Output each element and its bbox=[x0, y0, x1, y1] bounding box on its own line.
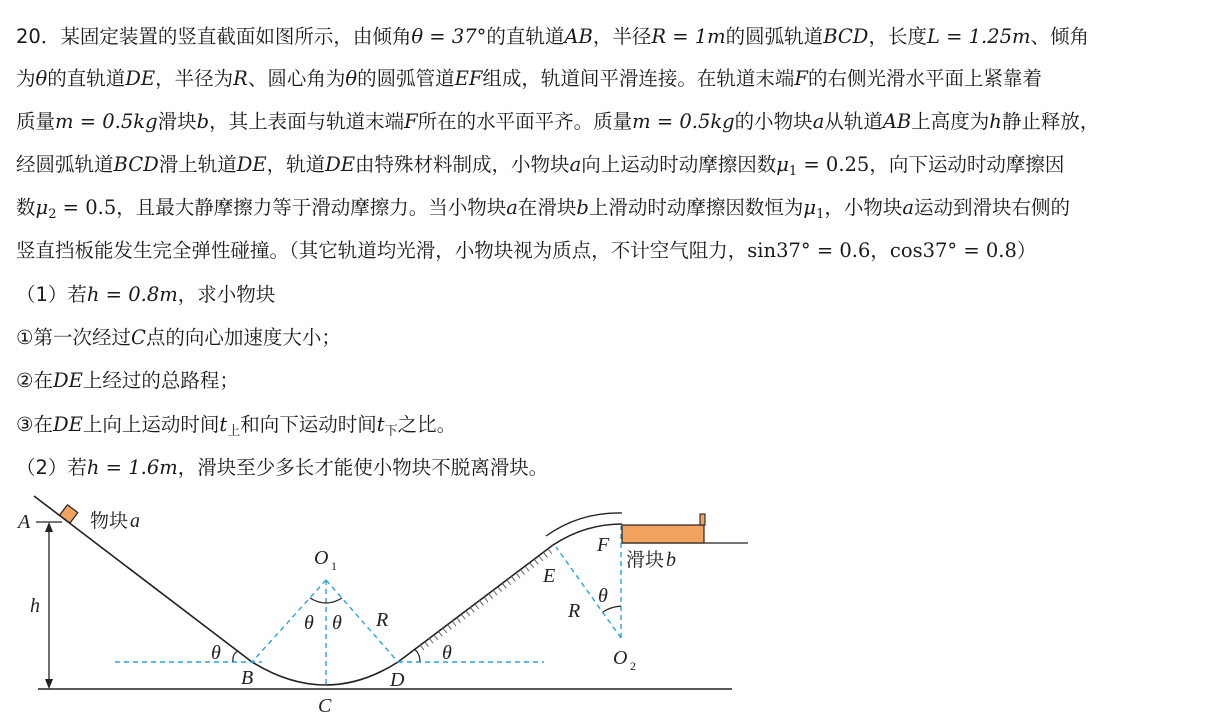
math-theta: θ bbox=[35, 67, 48, 90]
label-B: B bbox=[241, 667, 254, 689]
text-seg: ②在 bbox=[16, 369, 53, 392]
text-seg: （2）若 bbox=[16, 456, 87, 479]
math-h-value: h = 1.6m bbox=[86, 456, 178, 479]
math-BCD: BCD bbox=[113, 153, 159, 176]
text-seg: 在滑块 bbox=[517, 196, 577, 219]
question-1c bbox=[16, 412, 456, 438]
problem-line-1 bbox=[16, 24, 1089, 50]
math-m: m = 0.5kg bbox=[55, 110, 158, 133]
math-sub: 2 bbox=[48, 207, 57, 222]
hatch-mark bbox=[479, 600, 483, 605]
text-seg: 某固定装置的竖直截面如图所示，由倾角 bbox=[60, 25, 412, 48]
hatch-mark bbox=[425, 642, 429, 647]
math-m: m = 0.5kg bbox=[632, 110, 735, 133]
block-b bbox=[622, 514, 705, 543]
math-L: L = 1.25m bbox=[926, 25, 1031, 48]
text-seg: ，小物块 bbox=[824, 196, 903, 219]
math-F: F bbox=[794, 67, 808, 90]
hatch-mark bbox=[534, 559, 538, 564]
text-seg: 静止释放， bbox=[1001, 110, 1100, 133]
text-seg: ，半径 bbox=[592, 25, 652, 48]
text-seg: 、倾角 bbox=[1030, 25, 1090, 48]
text-seg: 上向上运动时间 bbox=[82, 413, 220, 436]
text-seg: 为 bbox=[16, 67, 36, 90]
hatch-mark bbox=[548, 549, 552, 554]
math-theta-37: θ = 37° bbox=[411, 25, 487, 48]
text-seg: 运动到滑块右侧的 bbox=[914, 196, 1071, 219]
problem-line-2 bbox=[16, 66, 1042, 92]
label-F: F bbox=[597, 534, 610, 556]
math-R-1m: R = 1m bbox=[651, 25, 726, 48]
hatch-mark bbox=[511, 576, 515, 581]
text-seg: 竖直挡板能发生完全弹性碰撞。（其它轨道均光滑，小物块视为质点，不计空气阻力， bbox=[16, 239, 748, 262]
math-t: t bbox=[376, 413, 385, 436]
hatch-mark bbox=[457, 618, 461, 623]
text-seg: 上滑动时动摩擦因数恒为 bbox=[588, 196, 804, 219]
hatch-mark bbox=[429, 638, 433, 643]
question-2 bbox=[16, 455, 548, 481]
hatch-mark bbox=[530, 563, 534, 568]
hatch-mark bbox=[443, 628, 447, 633]
label-block-a-var: a bbox=[130, 510, 140, 532]
question-1 bbox=[16, 282, 275, 308]
label-block-a: 物块 bbox=[90, 511, 129, 532]
label-R-right: R bbox=[568, 600, 581, 622]
math-EF: EF bbox=[454, 67, 483, 90]
math-cos37: cos37° = 0.8 bbox=[889, 239, 1017, 262]
text-seg: ③在 bbox=[16, 413, 53, 436]
math-DE: DE bbox=[52, 413, 83, 436]
math-DE: DE bbox=[325, 153, 356, 176]
hatch-mark bbox=[507, 580, 511, 585]
text-seg: ，半径为 bbox=[155, 67, 234, 90]
text-seg: 的右侧光滑水平面上紧靠着 bbox=[807, 67, 1042, 90]
math-mu: μ bbox=[35, 196, 49, 219]
diagram-labels bbox=[16, 510, 676, 717]
math-mu: μ bbox=[803, 196, 817, 219]
track-DE bbox=[398, 545, 556, 662]
hatch-mark bbox=[484, 597, 488, 602]
text-seg: ，其上表面与轨道末端 bbox=[209, 110, 405, 133]
label-theta-B: θ bbox=[211, 642, 221, 664]
text-seg: ，且最大静摩擦力等于滑动摩擦力。当小物块 bbox=[116, 196, 507, 219]
problem-line-6 bbox=[16, 238, 1036, 264]
math-R: R bbox=[233, 67, 248, 90]
math-h: h bbox=[989, 110, 1002, 133]
text-seg: 的直轨道 bbox=[486, 25, 565, 48]
math-AB: AB bbox=[564, 25, 593, 48]
label-h: h bbox=[30, 595, 40, 617]
math-a: a bbox=[569, 153, 582, 176]
label-A: A bbox=[18, 511, 31, 533]
math-mu1-value: = 0.25 bbox=[797, 153, 870, 176]
problem-line-5 bbox=[16, 195, 1070, 221]
text-seg: 的圆弧管道 bbox=[357, 67, 455, 90]
block-b-body bbox=[622, 525, 704, 543]
text-seg: 滑块 bbox=[157, 110, 197, 133]
radius-O1-B bbox=[252, 580, 326, 662]
math-DE: DE bbox=[52, 369, 83, 392]
label-O2: O bbox=[613, 647, 628, 669]
label-O1: O bbox=[314, 547, 329, 569]
math-mu: μ bbox=[776, 153, 789, 176]
label-D: D bbox=[390, 669, 405, 691]
math-sin37: sin37° = 0.6 bbox=[747, 239, 871, 262]
text-seg: 所在的水平面平齐。质量 bbox=[417, 110, 633, 133]
math-t: t bbox=[219, 413, 228, 436]
label-theta-O1-right: θ bbox=[332, 612, 342, 634]
track-diagram bbox=[0, 490, 760, 722]
hatch-mark bbox=[461, 614, 465, 619]
math-theta: θ bbox=[345, 67, 358, 90]
math-b: b bbox=[576, 196, 589, 219]
label-E: E bbox=[543, 565, 556, 587]
math-F: F bbox=[404, 110, 418, 133]
text-seg: 从轨道 bbox=[824, 110, 883, 133]
block-a bbox=[60, 505, 78, 523]
text-seg: 和向下运动时间 bbox=[240, 413, 377, 436]
math-a: a bbox=[902, 196, 915, 219]
math-BCD: BCD bbox=[823, 25, 869, 48]
hatch-mark bbox=[539, 556, 543, 561]
text-seg: 组成，轨道间平滑连接。在轨道末端 bbox=[482, 67, 795, 90]
text-seg: ，求小物块 bbox=[177, 283, 276, 306]
angle-arc-D bbox=[414, 649, 420, 662]
text-seg: 的圆弧轨道 bbox=[725, 25, 824, 48]
label-theta-O1-left: θ bbox=[304, 612, 314, 634]
text-seg: 滑上轨道 bbox=[158, 153, 237, 176]
text-seg: ①第一次经过 bbox=[16, 326, 131, 349]
hatch-mark bbox=[543, 552, 547, 557]
question-1b bbox=[16, 368, 239, 394]
label-block-b-var: b bbox=[666, 549, 676, 571]
hatch-mark bbox=[452, 621, 456, 626]
math-DE: DE bbox=[125, 67, 156, 90]
label-O1-sub: 1 bbox=[331, 559, 337, 573]
text-seg: 之比。 bbox=[397, 413, 457, 436]
hatch-mark bbox=[521, 570, 525, 575]
hatch-mark bbox=[438, 631, 442, 636]
problem-number: 20． bbox=[16, 25, 61, 48]
friction-hatching bbox=[420, 549, 552, 650]
text-seg: 数 bbox=[16, 196, 36, 219]
hatch-mark bbox=[489, 594, 493, 599]
label-block-b: 滑块 bbox=[626, 550, 665, 571]
angle-arc-B bbox=[233, 651, 238, 662]
label-theta-D: θ bbox=[442, 642, 452, 664]
height-arrow-down bbox=[45, 679, 53, 689]
arc-BCD bbox=[252, 662, 398, 685]
angle-arcs bbox=[233, 598, 621, 662]
text-seg: 、圆心角为 bbox=[247, 67, 346, 90]
math-C: C bbox=[130, 326, 146, 349]
text-seg: 的小物块 bbox=[734, 110, 813, 133]
math-DE: DE bbox=[236, 153, 267, 176]
hatch-mark bbox=[475, 604, 479, 609]
text-seg: ，向下运动时动摩擦因 bbox=[869, 153, 1065, 176]
math-a: a bbox=[812, 110, 825, 133]
problem-line-4 bbox=[16, 152, 1064, 178]
hatch-mark bbox=[434, 635, 438, 640]
math-h-value: h = 0.8m bbox=[86, 283, 178, 306]
math-mu2-value: = 0.5 bbox=[56, 196, 117, 219]
text-seg: 的直轨道 bbox=[47, 67, 126, 90]
hatch-mark bbox=[470, 607, 474, 612]
math-b: b bbox=[196, 110, 210, 133]
text-seg: 点的向心加速度大小； bbox=[145, 326, 341, 349]
hatch-mark bbox=[466, 611, 470, 616]
radius-O2-E bbox=[556, 547, 621, 638]
label-R-left: R bbox=[376, 609, 389, 631]
text-seg: ） bbox=[1016, 239, 1037, 262]
math-sub-down: 下 bbox=[384, 424, 398, 439]
text-seg: ，滑块至少多长才能使小物块不脱离滑块。 bbox=[177, 456, 549, 479]
text-seg: 上经过的总路程； bbox=[82, 369, 239, 392]
block-b-baffle bbox=[700, 514, 705, 525]
math-AB: AB bbox=[882, 110, 912, 133]
arc-EF-inner bbox=[553, 524, 622, 545]
text-seg: 由特殊材料制成，小物块 bbox=[355, 153, 570, 176]
text-seg: ，轨道 bbox=[266, 153, 326, 176]
label-O2-sub: 2 bbox=[630, 659, 636, 673]
hatch-mark bbox=[420, 645, 424, 650]
math-sub: 1 bbox=[816, 207, 825, 222]
math-sub: 1 bbox=[788, 164, 798, 179]
hatch-mark bbox=[493, 590, 497, 595]
hatch-mark bbox=[498, 587, 502, 592]
text-seg: 经圆弧轨道 bbox=[16, 153, 114, 176]
height-arrow-up bbox=[45, 522, 53, 532]
hatch-mark bbox=[525, 566, 529, 571]
math-a: a bbox=[506, 196, 518, 219]
text-seg: 向上运动时动摩擦因数 bbox=[581, 153, 777, 176]
problem-line-3 bbox=[16, 109, 1099, 135]
hatch-mark bbox=[447, 624, 451, 629]
text-seg: 质量 bbox=[16, 110, 56, 133]
hatch-mark bbox=[516, 573, 520, 578]
label-C: C bbox=[318, 695, 332, 717]
text-seg: （1）若 bbox=[16, 283, 87, 306]
hatch-mark bbox=[502, 583, 506, 588]
text-seg: ，长度 bbox=[868, 25, 927, 48]
text-seg: ， bbox=[870, 239, 890, 262]
label-theta-O2: θ bbox=[598, 585, 608, 607]
text-seg: 上高度为 bbox=[911, 110, 990, 133]
question-1a bbox=[16, 325, 341, 351]
math-sub-up: 上 bbox=[227, 424, 241, 439]
